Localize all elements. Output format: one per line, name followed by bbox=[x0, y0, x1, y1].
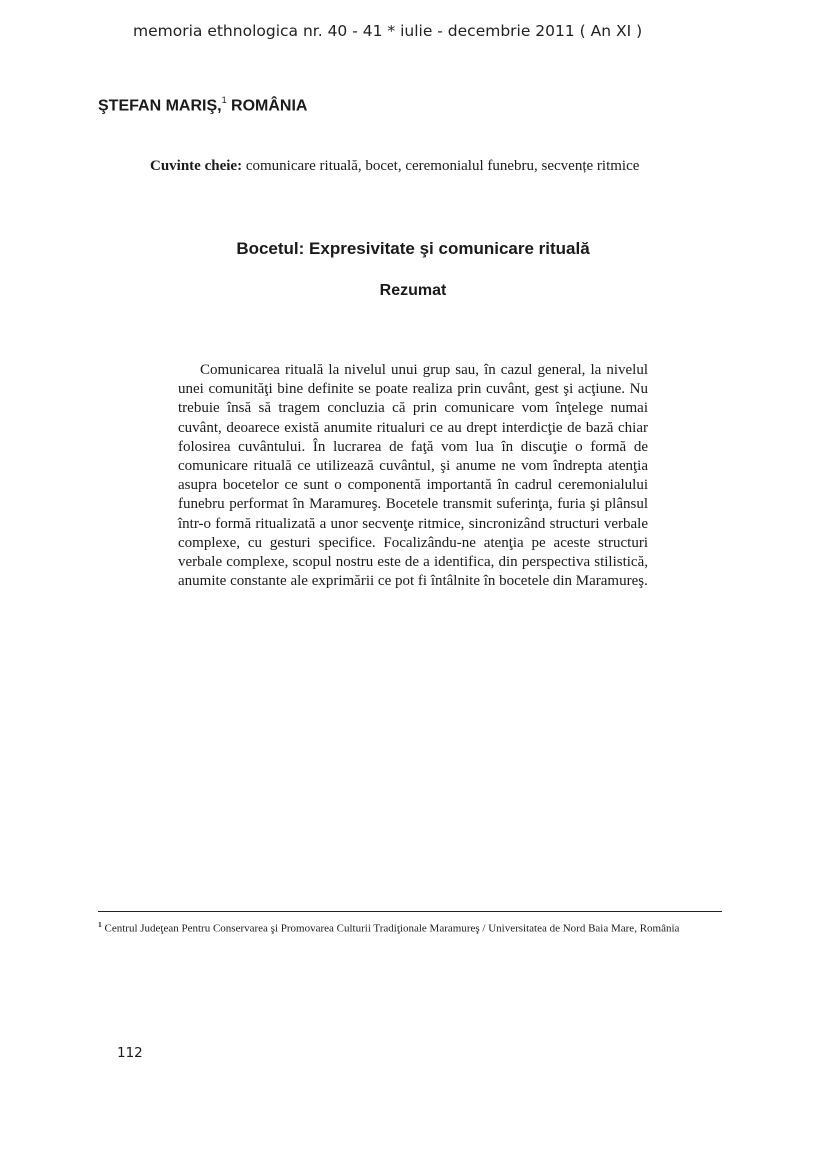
keywords-line bbox=[150, 158, 639, 175]
running-header: memoria ethnologica nr. 40 - 41 * iulie - decembrie 2011 ( An XI ) bbox=[133, 22, 643, 40]
author-footnote-mark: 1 bbox=[221, 95, 227, 105]
footnote-mark: 1 bbox=[98, 920, 102, 929]
author-name: ŞTEFAN MARIŞ, bbox=[98, 97, 222, 115]
page-number: 112 bbox=[117, 1045, 143, 1061]
author-country: ROMÂNIA bbox=[231, 97, 308, 115]
abstract-paragraph: Comunicarea rituală la nivelul unui grup sau, în cazul general, la nivelul unei comunităţi bine definite se poate realiza prin cuvânt, gest şi acţiune. Nu trebuie însă să tragem concluzia că prin comunicare vom înţelege numai cuvânt, deoarece există anumite ritualuri ce au drept interdicţie de bază chiar folosirea cuvântului. În lucrarea de faţă vom lua în discuţie o formă de comunicare rituală ce utilizează cuvântul, şi anume ne vom îndrepta atenţia asupra bocetelor ce sunt o componentă importantă în cadrul ceremonialului funebru performat în Maramureş. Bocetele transmit suferinţa, furia şi plânsul într-o formă ritualizată a unor secvenţe ritmice, sincronizând structuri verbale complexe, cu gesturi specifice. Focalizându-ne atenţia pe aceste structuri verbale complexe, scopul nostru este de a identifica, din perspectiva stilistică, anumite constante ale exprimării ce pot fi întâlnite în bocetele din Maramureş. bbox=[178, 362, 648, 590]
footnote-text: Centrul Judeţean Pentru Conservarea şi Promovarea Culturii Tradiţionale Maramureş / Universitatea de Nord Baia Mare, România bbox=[104, 922, 680, 935]
keywords-label: Cuvinte cheie: bbox=[150, 158, 243, 174]
keywords-text: comunicare rituală, bocet, ceremonialul funebru, secvențe ritmice bbox=[245, 158, 640, 174]
footnote-divider bbox=[98, 911, 722, 912]
footnote bbox=[98, 917, 726, 937]
abstract-heading: Rezumat bbox=[379, 282, 447, 299]
article-title: Bocetul: Expresivitate şi comunicare rituală bbox=[236, 239, 590, 258]
author-line bbox=[98, 96, 307, 115]
